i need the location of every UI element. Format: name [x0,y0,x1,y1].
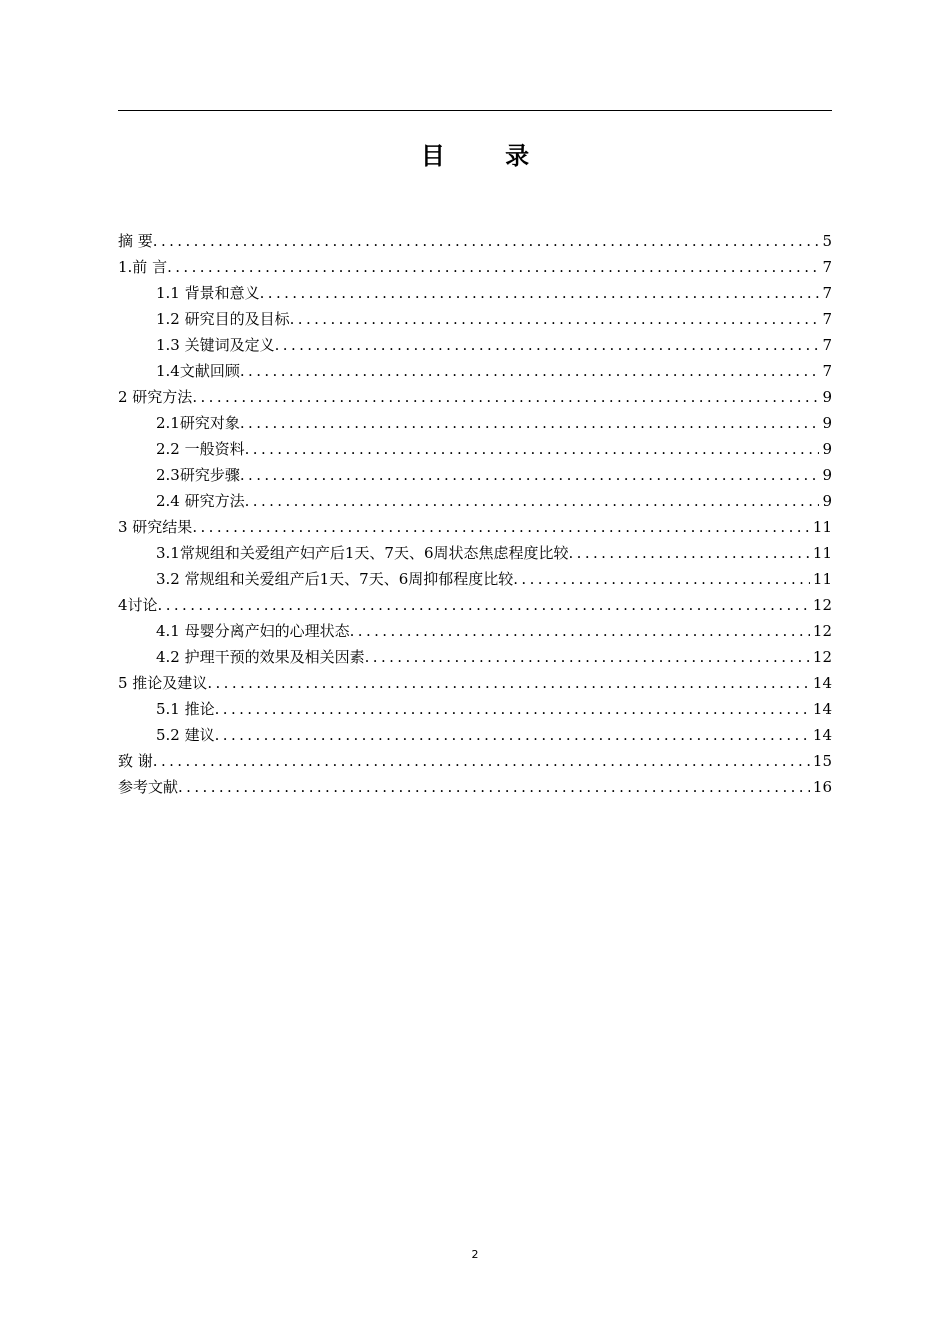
toc-leader-dots [245,439,820,459]
toc-leader-dots [153,231,820,251]
toc-leader-dots [240,361,820,381]
toc-entry-label: 2.1研究对象 [156,414,240,432]
toc-entry[interactable] [118,225,832,251]
toc-entry-label: 5.1 推论 [156,700,215,718]
toc-entry-page: 11 [812,570,832,588]
toc-entry-page: 7 [822,310,832,328]
page-title: 目 录 [420,142,556,170]
toc-entry-label: 4讨论 [118,596,158,614]
toc-entry-page: 5 [822,232,832,250]
toc-leader-dots [207,673,810,693]
toc-entry-label: 参考文献 [118,778,179,796]
toc-entry[interactable] [118,459,832,485]
toc-entry[interactable] [118,537,832,563]
toc-leader-dots [365,647,810,667]
toc-leader-dots [215,699,810,719]
toc-entry-label: 2.3研究步骤 [156,466,240,484]
toc-entry[interactable] [118,251,832,277]
toc-leader-dots [260,283,820,303]
toc-entry-label: 1.2 研究目的及目标 [156,310,290,328]
toc-entry[interactable] [118,355,832,381]
toc-entry[interactable] [118,693,832,719]
toc-entry-label: 3 研究结果 [118,518,193,536]
toc-entry-label: 1.1 背景和意义 [156,284,260,302]
toc-entry[interactable] [118,771,832,797]
toc-entry-page: 12 [812,622,832,640]
toc-entry-page: 16 [812,778,832,796]
toc-entry[interactable] [118,615,832,641]
toc-leader-dots [178,777,810,797]
toc-entry[interactable] [118,563,832,589]
toc-entry-page: 14 [812,700,832,718]
toc-entry-page: 7 [822,258,832,276]
toc-entry-page: 11 [812,544,832,562]
toc-entry-label: 1.3 关键词及定义 [156,336,275,354]
toc-leader-dots [240,465,820,485]
toc-entry-label: 1.4文献回顾 [156,362,240,380]
table-of-contents [118,225,832,797]
toc-entry-page: 7 [822,362,832,380]
toc-entry[interactable] [118,485,832,511]
toc-entry-label: 摘 要 [118,232,153,250]
toc-leader-dots [275,335,820,355]
toc-entry[interactable] [118,641,832,667]
toc-entry-label: 2.2 一般资料 [156,440,245,458]
toc-entry-page: 7 [822,284,832,302]
toc-entry[interactable] [118,303,832,329]
toc-leader-dots [153,751,810,771]
toc-entry-page: 14 [812,674,832,692]
toc-leader-dots [240,413,820,433]
toc-entry-page: 12 [812,596,832,614]
toc-entry-page: 9 [822,440,832,458]
toc-entry[interactable] [118,381,832,407]
toc-leader-dots [350,621,810,641]
toc-entry[interactable] [118,719,832,745]
toc-leader-dots [192,387,819,407]
toc-entry-label: 5 推论及建议 [118,674,208,692]
toc-entry-page: 12 [812,648,832,666]
toc-leader-dots [245,491,820,511]
toc-entry-label: 1.前 言 [118,258,168,276]
toc-entry[interactable] [118,589,832,615]
toc-entry-page: 9 [822,492,832,510]
page-number: 2 [471,1248,479,1261]
toc-entry-page: 15 [812,752,832,770]
toc-entry-page: 9 [822,414,832,432]
toc-entry-page: 9 [822,466,832,484]
toc-entry-label: 4.2 护理干预的效果及相关因素 [156,648,365,666]
toc-entry-label: 5.2 建议 [156,726,215,744]
toc-entry[interactable] [118,667,832,693]
toc-entry-page: 11 [812,518,832,536]
toc-entry-label: 3.2 常规组和关爱组产后1天、7天、6周抑郁程度比较 [156,570,514,588]
toc-entry-label: 2.4 研究方法 [156,492,245,510]
toc-leader-dots [290,309,820,329]
toc-leader-dots [192,517,810,537]
toc-leader-dots [569,543,810,563]
toc-entry-page: 9 [822,388,832,406]
toc-entry[interactable] [118,745,832,771]
toc-entry-label: 2 研究方法 [118,388,193,406]
toc-entry[interactable] [118,511,832,537]
toc-entry[interactable] [118,407,832,433]
header-rule [118,110,832,111]
toc-leader-dots [513,569,810,589]
toc-leader-dots [158,595,810,615]
toc-leader-dots [215,725,810,745]
toc-entry[interactable] [118,433,832,459]
toc-entry[interactable] [118,277,832,303]
toc-entry-label: 3.1常规组和关爱组产妇产后1天、7天、6周状态焦虑程度比较 [156,544,569,562]
toc-entry-page: 7 [822,336,832,354]
toc-entry[interactable] [118,329,832,355]
toc-entry-page: 14 [812,726,832,744]
toc-leader-dots [167,257,819,277]
toc-entry-label: 致 谢 [118,752,153,770]
toc-entry-label: 4.1 母婴分离产妇的心理状态 [156,622,350,640]
